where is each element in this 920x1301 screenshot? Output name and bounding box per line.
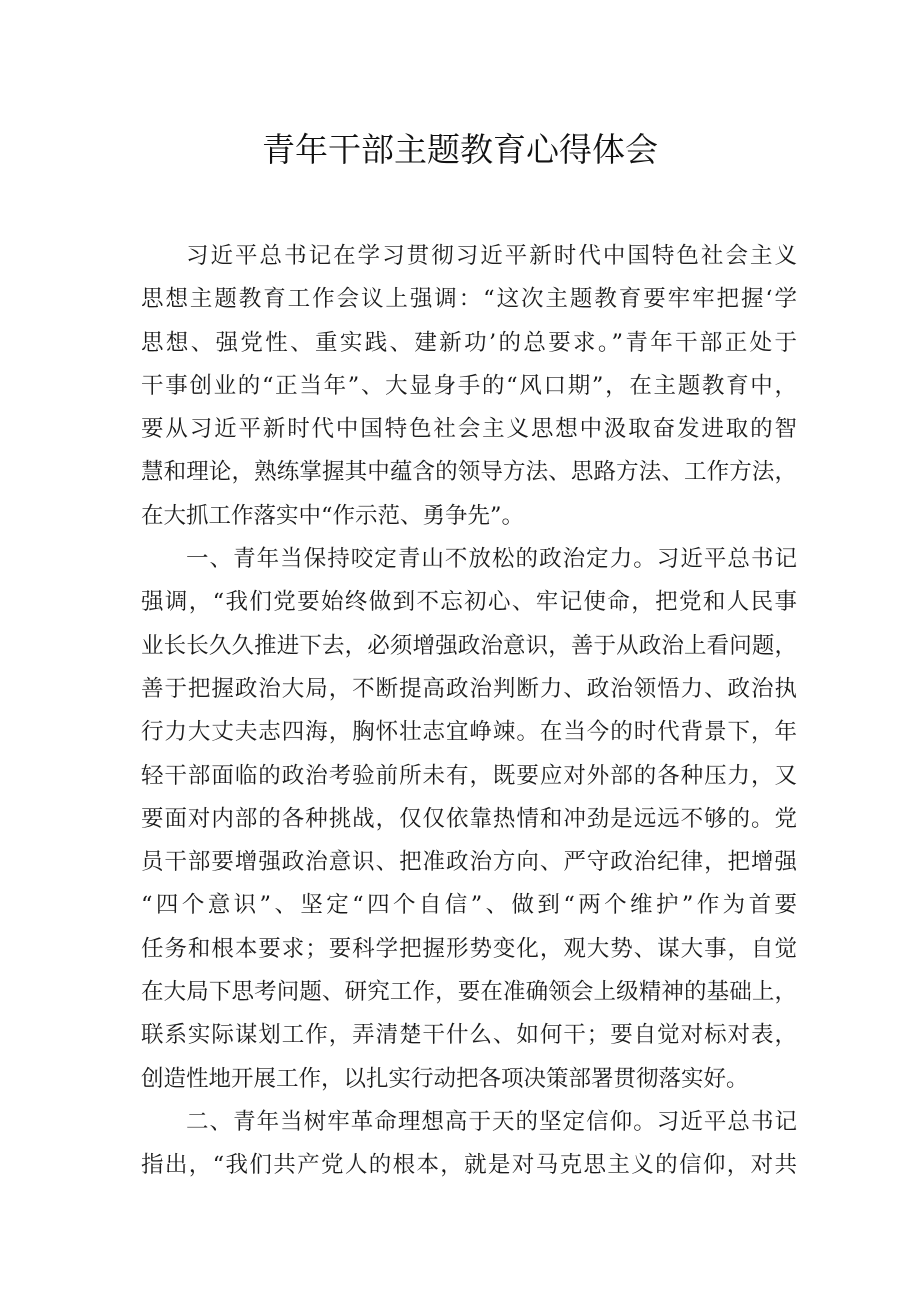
paragraph-line: 慧和理论，熟练掌握其中蕴含的领导方法、思路方法、工作方法， <box>141 459 797 486</box>
paragraph-line: 联系实际谋划工作，弄清楚干什么、如何干；要自觉对标对表， <box>141 1022 797 1049</box>
paragraph-line: 一、青年当保持咬定青山不放松的政治定力。习近平总书记 <box>186 546 797 573</box>
paragraph-line: 行力大丈夫志四海，胸怀壮志宜峥竦。在当今的时代背景下，年 <box>141 719 797 746</box>
paragraph-line: 任务和根本要求；要科学把握形势变化，观大势、谋大事，自觉 <box>141 935 797 962</box>
document-title: 青年干部主题教育心得体会 <box>262 130 658 169</box>
paragraph-line: 在大局下思考问题、研究工作，要在准确领会上级精神的基础上， <box>141 979 797 1006</box>
paragraph-line: 思想主题教育工作会议上强调：“这次主题教育要牢牢把握‘学 <box>141 286 797 313</box>
paragraph-line: 强调，“我们党要始终做到不忘初心、牢记使命，把党和人民事 <box>141 589 797 616</box>
paragraph-line: 创造性地开展工作，以扎实行动把各项决策部署贯彻落实好。 <box>141 1065 749 1092</box>
paragraph-line: 指出，“我们共产党人的根本，就是对马克思主义的信仰，对共 <box>141 1152 797 1179</box>
paragraph-line: 二、青年当树牢革命理想高于天的坚定信仰。习近平总书记 <box>186 1108 797 1135</box>
paragraph-line: 要从习近平新时代中国特色社会主义思想中汲取奋发进取的智 <box>141 416 797 443</box>
paragraph-line: 业长长久久推进下去，必须增强政治意识，善于从政治上看问题， <box>141 632 797 659</box>
paragraph-line: 习近平总书记在学习贯彻习近平新时代中国特色社会主义 <box>186 243 797 269</box>
paragraph-line: 干事创业的“正当年”、大显身手的“风口期”，在主题教育中， <box>141 372 797 399</box>
paragraph-line: 思想、强党性、重实践、建新功’的总要求。”青年干部正处于 <box>141 329 797 356</box>
paragraph-line: “四个意识”、坚定“四个自信”、做到“两个维护”作为首要 <box>141 892 797 919</box>
paragraph-line: 善于把握政治大局，不断提高政治判断力、政治领悟力、政治执 <box>141 675 797 702</box>
paragraph-line: 员干部要增强政治意识、把准政治方向、严守政治纪律，把增强 <box>141 849 797 876</box>
paragraph-line: 轻干部面临的政治考验前所未有，既要应对外部的各种压力，又 <box>141 762 797 789</box>
paragraph-line: 要面对内部的各种挑战，仅仅依靠热情和冲劲是远远不够的。党 <box>141 805 797 832</box>
paragraph-line: 在大抓工作落实中“作示范、勇争先”。 <box>141 502 525 529</box>
document-body <box>141 235 797 1188</box>
